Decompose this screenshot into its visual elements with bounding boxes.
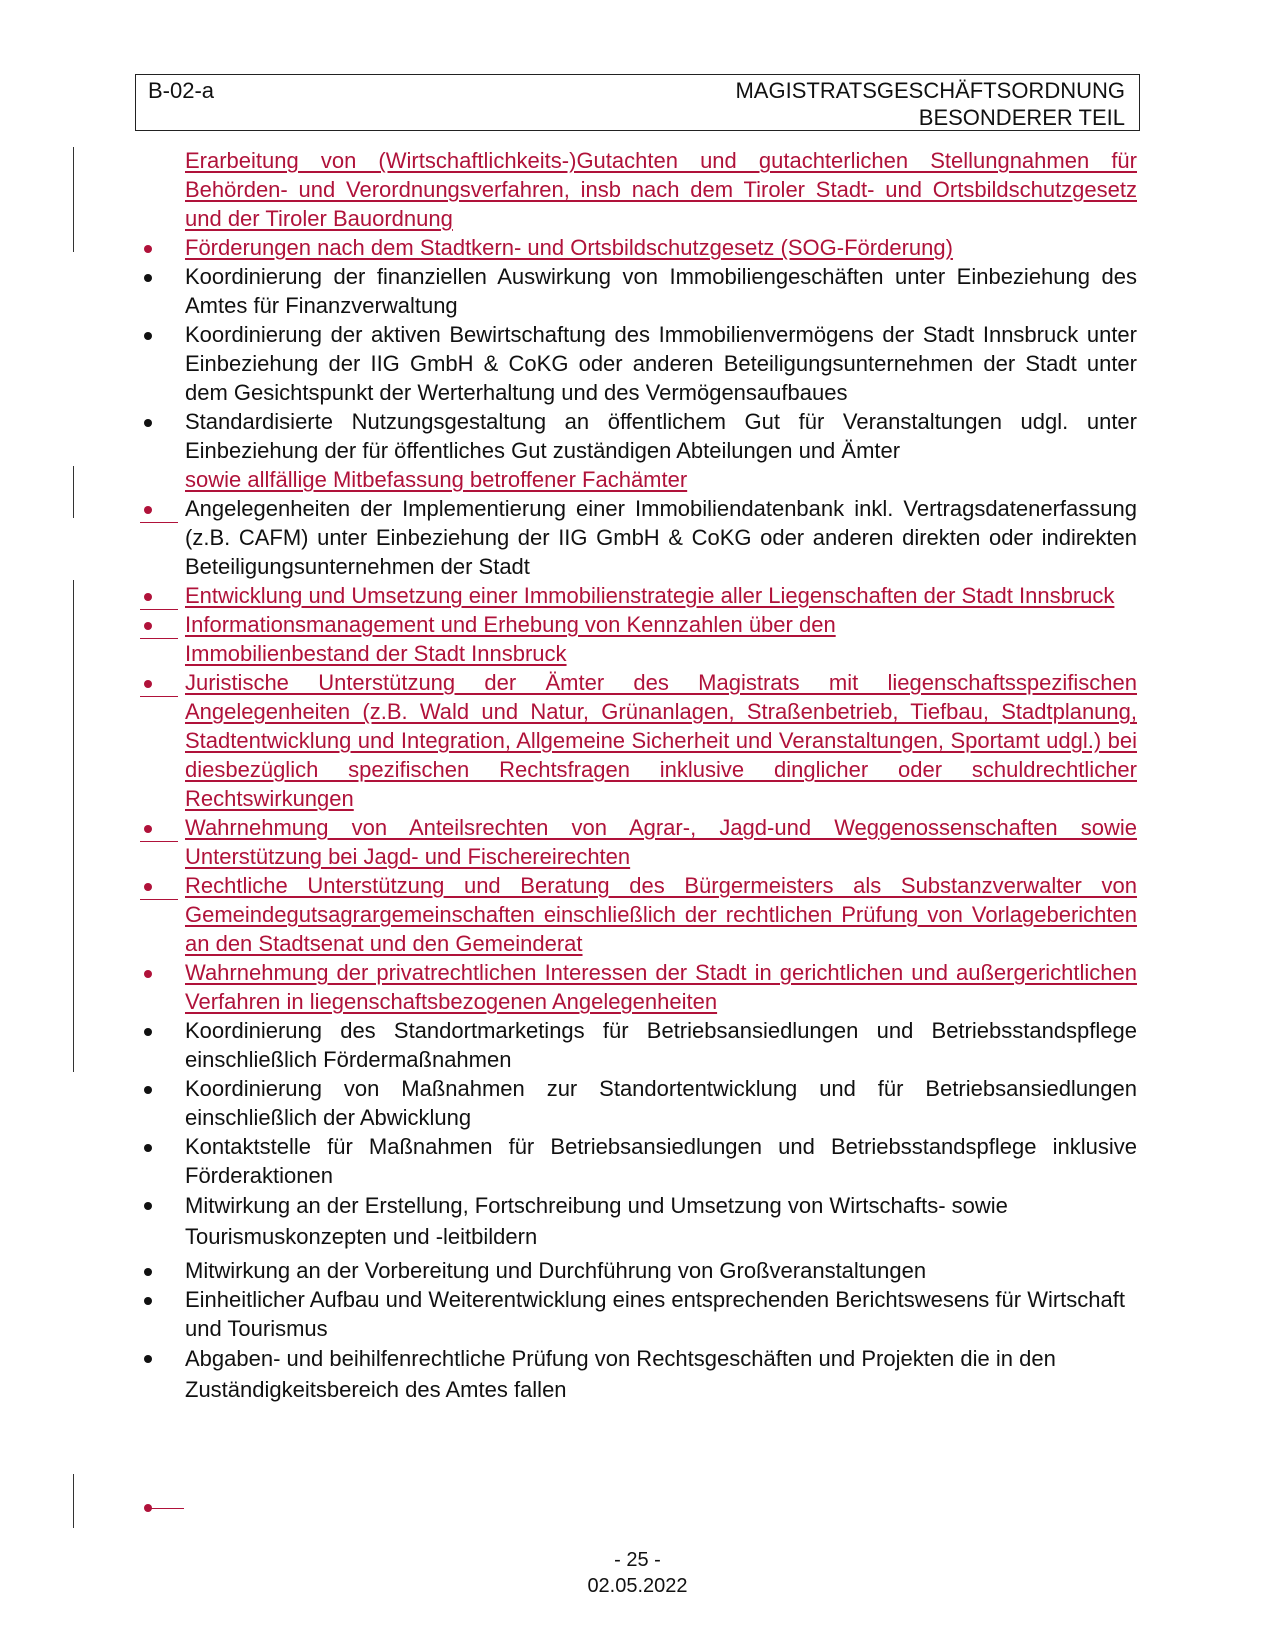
bullet-icon	[144, 419, 152, 427]
insertion-marker	[148, 1508, 184, 1509]
list-item-text: Mitwirkung an der Vorbereitung und Durchführung von Großveranstaltungen	[185, 1258, 927, 1283]
bullet-icon	[144, 1086, 152, 1094]
list-item	[140, 958, 1140, 1016]
list-item-text: Mitwirkung an der Erstellung, Fortschreibung und Umsetzung von Wirtschafts- sowie Tourismuskonzepten und -leitbildern	[185, 1193, 1008, 1249]
list-item	[140, 581, 1140, 610]
insertion-marker	[140, 696, 178, 697]
list-item	[140, 320, 1140, 407]
list-item-inserted-text: sowie allfällige Mitbefassung betroffener Fachämter	[185, 467, 688, 492]
list-item-text: Angelegenheiten der Implementierung einer Immobiliendatenbank inkl. Vertragsdatenerfassung (z.B. CAFM) unter Einbeziehung der IIG GmbH & CoKG oder anderen direkten oder indirekten Beteiligungsunternehmen der Stadt	[185, 496, 1137, 579]
bullet-icon	[144, 1028, 152, 1036]
page-number: - 25 -	[614, 1549, 661, 1571]
insertion-marker	[140, 841, 178, 842]
list-item	[140, 1256, 1140, 1285]
page-header	[135, 74, 1140, 131]
list-item	[140, 233, 1140, 262]
bullet-icon	[144, 593, 152, 601]
list-item	[140, 1132, 1140, 1190]
document-title-line1: MAGISTRATSGESCHÄFTSORDNUNG	[735, 78, 1125, 103]
list-item-text: Erarbeitung von (Wirtschaftlichkeits-)Gutachten und gutachterlichen Stellungnahmen für Behörden- und Verordnungsverfahren, insb nach dem Tiroler Stadt- und Ortsbildschutzgesetz und der Tiroler Bauordnung	[185, 148, 1137, 231]
list-item-text: Koordinierung der aktiven Bewirtschaftung des Immobilienvermögens der Stadt Innsbruck unter Einbeziehung der IIG GmbH & CoKG oder anderen Beteiligungsunternehmen der Stadt unter dem Gesichtspunkt der Werterhaltung und des Vermögensaufbaues	[185, 322, 1137, 405]
bullet-icon	[144, 825, 152, 833]
list-item	[140, 146, 1140, 233]
bullet-icon	[144, 506, 152, 514]
list-item	[140, 1016, 1140, 1074]
bullet-icon	[144, 1268, 152, 1276]
list-item	[140, 871, 1140, 958]
bullet-icon	[144, 680, 152, 688]
bullet-icon	[144, 883, 152, 891]
bullet-icon	[144, 1355, 152, 1363]
bullet-icon	[144, 274, 152, 282]
page-date: 02.05.2022	[587, 1575, 688, 1597]
insertion-marker	[140, 638, 178, 639]
list-item-text: Kontaktstelle für Maßnahmen für Betriebsansiedlungen und Betriebsstandspflege inklusive Förderaktionen	[185, 1134, 1137, 1188]
list-item-text: Juristische Unterstützung der Ämter des Magistrats mit liegenschaftsspezifischen Angelegenheiten (z.B. Wald und Natur, Grünanlagen, Straßenbetrieb, Tiefbau, Stadtplanung, Stadtentwicklung und Integration, Allgemeine Sicherheit und Veranstaltungen, Sportamt udgl.) bei diesbezüglich spezifischen Rechtsfragen inklusive dinglicher oder schuldrechtlicher Rechtswirkungen	[185, 670, 1137, 811]
list-item	[140, 1074, 1140, 1132]
list-item-text: Wahrnehmung von Anteilsrechten von Agrar-, Jagd-und Weggenossenschaften sowie Unterstützung bei Jagd- und Fischereirechten	[185, 815, 1137, 869]
list-item-text: Standardisierte Nutzungsgestaltung an öffentlichem Gut für Veranstaltungen udgl. unter Einbeziehung der für öffentliches Gut zuständigen Abteilungen und Ämter	[185, 409, 1137, 463]
list-item-text: Koordinierung von Maßnahmen zur Standortentwicklung und für Betriebsansiedlungen einschließlich der Abwicklung	[185, 1076, 1137, 1130]
list-item-text: Entwicklung und Umsetzung einer Immobilienstrategie aller Liegenschaften der Stadt Innsbruck	[185, 583, 1115, 608]
change-bar	[73, 580, 74, 1072]
list-item	[140, 813, 1140, 871]
document-title-line2: BESONDERER TEIL	[918, 105, 1125, 130]
list-item-text: Wahrnehmung der privatrechtlichen Interessen der Stadt in gerichtlichen und außergerichtlichen Verfahren in liegenschaftsbezogenen Angelegenheiten	[185, 960, 1137, 1014]
list-item	[140, 1190, 1140, 1252]
list-item-text: Koordinierung der finanziellen Auswirkung von Immobiliengeschäften unter Einbeziehung des Amtes für Finanzverwaltung	[185, 264, 1137, 318]
list-item-text: Informationsmanagement und Erhebung von Kennzahlen über den Immobilienbestand der Stadt Innsbruck	[185, 612, 836, 666]
change-bar	[73, 147, 74, 252]
insertion-marker	[140, 899, 178, 900]
bullet-icon	[144, 245, 152, 253]
list-item-text: Rechtliche Unterstützung und Beratung des Bürgermeisters als Substanzverwalter von Gemeindegutsagrargemeinschaften einschließlich der rechtlichen Prüfung von Vorlageberichten an den Stadtsenat und den Gemeinderat	[185, 873, 1137, 956]
bullet-icon	[144, 1202, 152, 1210]
list-content	[140, 146, 1140, 1405]
list-item	[140, 494, 1140, 581]
list-item	[140, 1343, 1140, 1405]
change-bar	[73, 1474, 74, 1528]
list-item	[140, 407, 1140, 494]
bullet-icon	[144, 970, 152, 978]
document-title	[735, 77, 1125, 131]
change-bar	[73, 466, 74, 518]
list-item	[140, 1285, 1140, 1343]
bullet-icon	[144, 1297, 152, 1305]
document-id: B-02-a	[148, 78, 215, 103]
list-item	[140, 668, 1140, 813]
bullet-icon	[144, 1144, 152, 1152]
bullet-icon	[144, 332, 152, 340]
bullet-icon	[144, 622, 152, 630]
list-item	[140, 610, 1140, 668]
list-item-text: Förderungen nach dem Stadtkern- und Ortsbildschutzgesetz (SOG-Förderung)	[185, 235, 953, 260]
list-item-text: Abgaben- und beihilfenrechtliche Prüfung von Rechtsgeschäften und Projekten die in den Zuständigkeitsbereich des Amtes fallen	[185, 1346, 1056, 1402]
list-item-text: Einheitlicher Aufbau und Weiterentwicklung eines entsprechenden Berichtswesens für Wirtschaft und Tourismus	[185, 1287, 1125, 1341]
insertion-marker	[140, 522, 178, 523]
list-item-text: Koordinierung des Standortmarketings für Betriebsansiedlungen und Betriebsstandspflege einschließlich Fördermaßnahmen	[185, 1018, 1137, 1072]
list-item	[140, 262, 1140, 320]
